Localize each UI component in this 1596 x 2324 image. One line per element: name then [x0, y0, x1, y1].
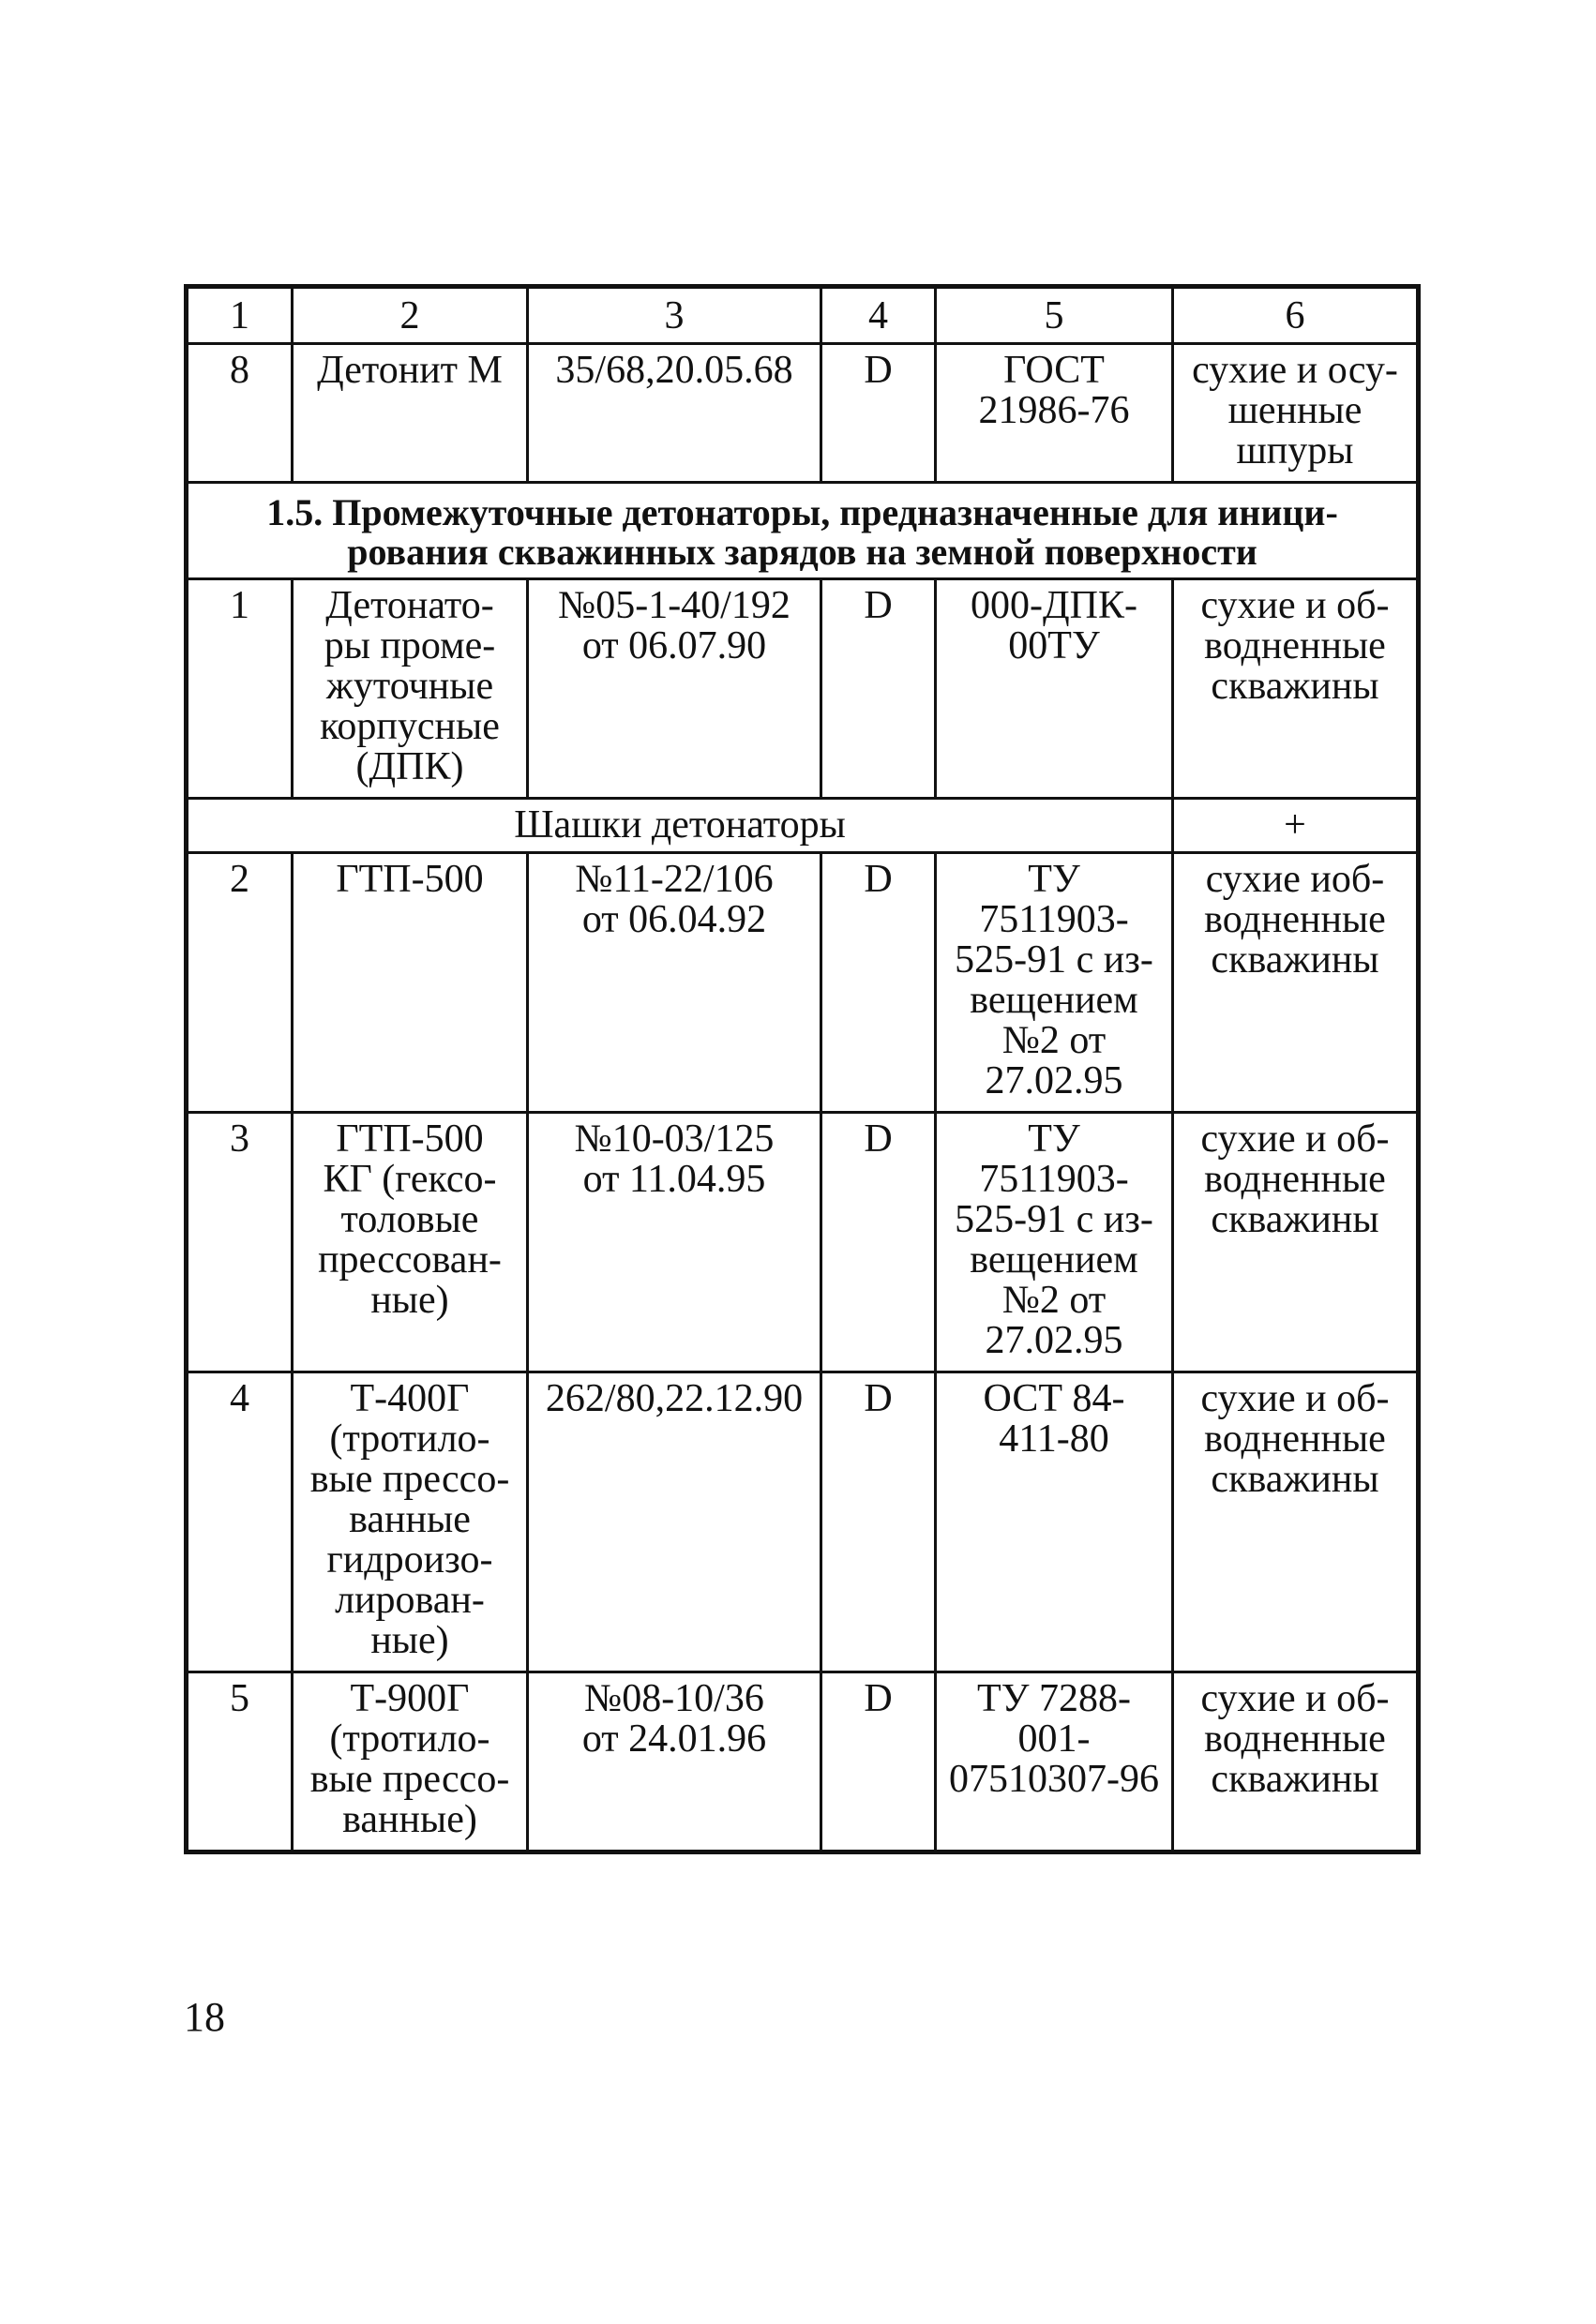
cell-text: Детонит М: [317, 349, 503, 392]
table-cell-col1: [187, 1672, 293, 1852]
document-table: [184, 284, 1421, 1854]
cell-text: №10-03/125 от 11.04.95: [574, 1117, 775, 1201]
table-cell-col2: [293, 1672, 528, 1852]
table-cell-col3: [528, 287, 821, 344]
cell-text: №11-22/106 от 06.04.92: [575, 858, 774, 941]
group-label: Шашки детонаторы: [187, 799, 1173, 853]
table-cell-col5: [936, 287, 1173, 344]
cell-text: D: [864, 1117, 893, 1161]
table-row: [187, 344, 1419, 483]
cell-text: 5: [1044, 294, 1064, 337]
table-cell-col3: [528, 344, 821, 483]
cell-text: 6: [1285, 294, 1305, 337]
table-cell-col4: [821, 344, 936, 483]
cell-text: сухие и об- водненные скважины: [1200, 584, 1390, 708]
cell-text: сухие и осу- шенные шпуры: [1192, 349, 1398, 472]
table-cell-col5: [936, 344, 1173, 483]
table-cell-col2: [293, 1372, 528, 1672]
table-cell-col4: [821, 1113, 936, 1372]
table-cell-col1: [187, 287, 293, 344]
table-cell-col2: [293, 853, 528, 1113]
table-cell-col4: [821, 1372, 936, 1672]
table-cell-col5: [936, 579, 1173, 799]
cell-text: 35/68,20.05.68: [555, 349, 793, 392]
cell-text: 1: [230, 294, 249, 337]
table-cell-col1: [187, 1113, 293, 1372]
table-cell-col1: [187, 344, 293, 483]
cell-text: 3: [230, 1117, 249, 1161]
cell-text: 2: [230, 858, 249, 901]
table-cell-col6: [1173, 853, 1419, 1113]
page-number: 18: [184, 1994, 225, 2040]
table-cell-col5: [936, 1372, 1173, 1672]
table-cell-col5: [936, 1113, 1173, 1372]
cell-text: сухие иоб- водненные скважины: [1204, 858, 1386, 982]
table-header-row: [187, 287, 1419, 344]
cell-text: ТУ 7511903- 525-91 с из- вещением №2 от 27.02.95: [955, 858, 1153, 1102]
cell-text: сухие и об- водненные скважины: [1200, 1677, 1390, 1801]
cell-text: 8: [230, 349, 249, 392]
cell-text: Детонато- ры проме- жуточные корпусные (ДПК): [320, 584, 500, 788]
cell-text: ГОСТ 21986-76: [978, 349, 1130, 432]
table-cell-col3: [528, 1113, 821, 1372]
section-title: [187, 483, 1419, 579]
table-cell-col1: [187, 579, 293, 799]
table-cell-col6: [1173, 287, 1419, 344]
cell-text: ТУ 7511903- 525-91 с из- вещением №2 от 27.02.95: [955, 1117, 1153, 1362]
cell-text: ОСТ 84- 411-80: [983, 1377, 1125, 1461]
table-cell-col2: [293, 344, 528, 483]
table-cell-col6: [1173, 344, 1419, 483]
table-cell-col6: [1173, 579, 1419, 799]
cell-text: 1: [230, 584, 249, 627]
cell-text: сухие и об- водненные скважины: [1200, 1377, 1390, 1501]
table-cell-col3: [528, 1372, 821, 1672]
cell-text: 5: [230, 1677, 249, 1720]
section-row: [187, 483, 1419, 579]
cell-text: 4: [230, 1377, 249, 1420]
cell-text: Т-900Г (тротило- вые прессо- ванные): [309, 1677, 510, 1841]
cell-text: сухие и об- водненные скважины: [1200, 1117, 1390, 1241]
cell-text: D: [864, 349, 893, 392]
cell-text: D: [864, 858, 893, 901]
cell-text: 4: [868, 294, 888, 337]
table-cell-col4: [821, 853, 936, 1113]
group-row: [187, 799, 1419, 853]
table-cell-col2: [293, 579, 528, 799]
cell-text: 2: [399, 294, 420, 337]
cell-text: ГТП-500: [336, 858, 484, 901]
table-cell-col4: [821, 579, 936, 799]
table-row: [187, 1113, 1419, 1372]
table-cell-col4: [821, 1672, 936, 1852]
cell-text: 3: [664, 294, 685, 337]
table-cell-col6: [1173, 1372, 1419, 1672]
section-title-text: 1.5. Промежуточные детонаторы, предназначенные для иници- рования скважинных зарядов на земной поверхности: [266, 491, 1338, 573]
table-cell-col1: [187, 853, 293, 1113]
cell-text: Т-400Г (тротило- вые прессо- ванные гидроизо- лирован- ные): [309, 1377, 510, 1662]
cell-text: ГТП-500 КГ (гексо- толовые прессован- ные): [318, 1117, 502, 1322]
cell-text: D: [864, 584, 893, 627]
table-cell-col3: [528, 1672, 821, 1852]
cell-text: D: [864, 1677, 893, 1720]
group-mark: +: [1173, 799, 1419, 853]
cell-text: 262/80,22.12.90: [545, 1377, 804, 1420]
table-cell-col5: [936, 853, 1173, 1113]
cell-text: №05-1-40/192 от 06.07.90: [558, 584, 790, 667]
table-cell-col5: [936, 1672, 1173, 1852]
cell-text: ТУ 7288- 001- 07510307-96: [949, 1677, 1159, 1801]
table-row: [187, 853, 1419, 1113]
table-row: [187, 1672, 1419, 1852]
table-cell-col2: [293, 1113, 528, 1372]
table-cell-col1: [187, 1372, 293, 1672]
table-cell-col2: [293, 287, 528, 344]
table-cell-col6: [1173, 1113, 1419, 1372]
table-cell-col6: [1173, 1672, 1419, 1852]
table-row: [187, 579, 1419, 799]
table-cell-col3: [528, 579, 821, 799]
cell-text: №08-10/36 от 24.01.96: [581, 1677, 767, 1761]
table-row: [187, 1372, 1419, 1672]
table-cell-col4: [821, 287, 936, 344]
cell-text: D: [864, 1377, 893, 1420]
cell-text: 000-ДПК- 00ТУ: [971, 584, 1137, 667]
table-cell-col3: [528, 853, 821, 1113]
